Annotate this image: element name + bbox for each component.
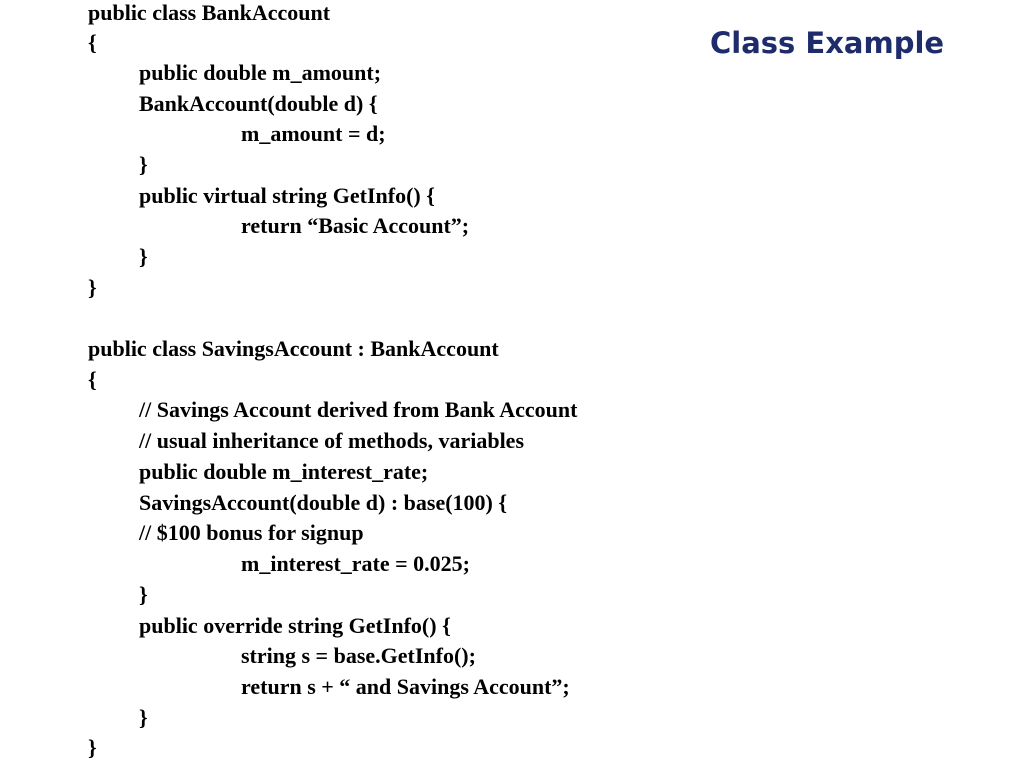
code-line: public override string GetInfo() { — [139, 613, 451, 638]
code-line: } — [139, 152, 148, 177]
code-line: public class BankAccount — [88, 0, 331, 25]
code-line: // usual inheritance of methods, variables — [139, 428, 525, 453]
slide-title: Class Example — [710, 26, 945, 60]
code-line: SavingsAccount(double d) : base(100) { — [139, 490, 508, 515]
code-line: BankAccount(double d) { — [139, 91, 378, 116]
code-line: m_amount = d; — [241, 121, 386, 146]
code-line: string s = base.GetInfo(); — [241, 643, 476, 668]
code-line: } — [88, 735, 97, 760]
code-line: } — [139, 705, 148, 730]
code-line: // $100 bonus for signup — [139, 520, 364, 545]
code-line: public virtual string GetInfo() { — [139, 183, 435, 208]
code-line: // Savings Account derived from Bank Account — [139, 397, 578, 422]
code-line: return s + “ and Savings Account”; — [241, 674, 570, 699]
code-line: return “Basic Account”; — [241, 213, 470, 238]
code-line: m_interest_rate = 0.025; — [241, 551, 471, 576]
code-line: { — [88, 30, 97, 55]
code-line: public class SavingsAccount : BankAccount — [88, 336, 499, 361]
code-line: public double m_amount; — [139, 60, 382, 85]
code-line: { — [88, 367, 97, 392]
code-line: public double m_interest_rate; — [139, 459, 429, 484]
code-line: } — [88, 275, 97, 300]
code-line: } — [139, 582, 148, 607]
code-line: } — [139, 244, 148, 269]
